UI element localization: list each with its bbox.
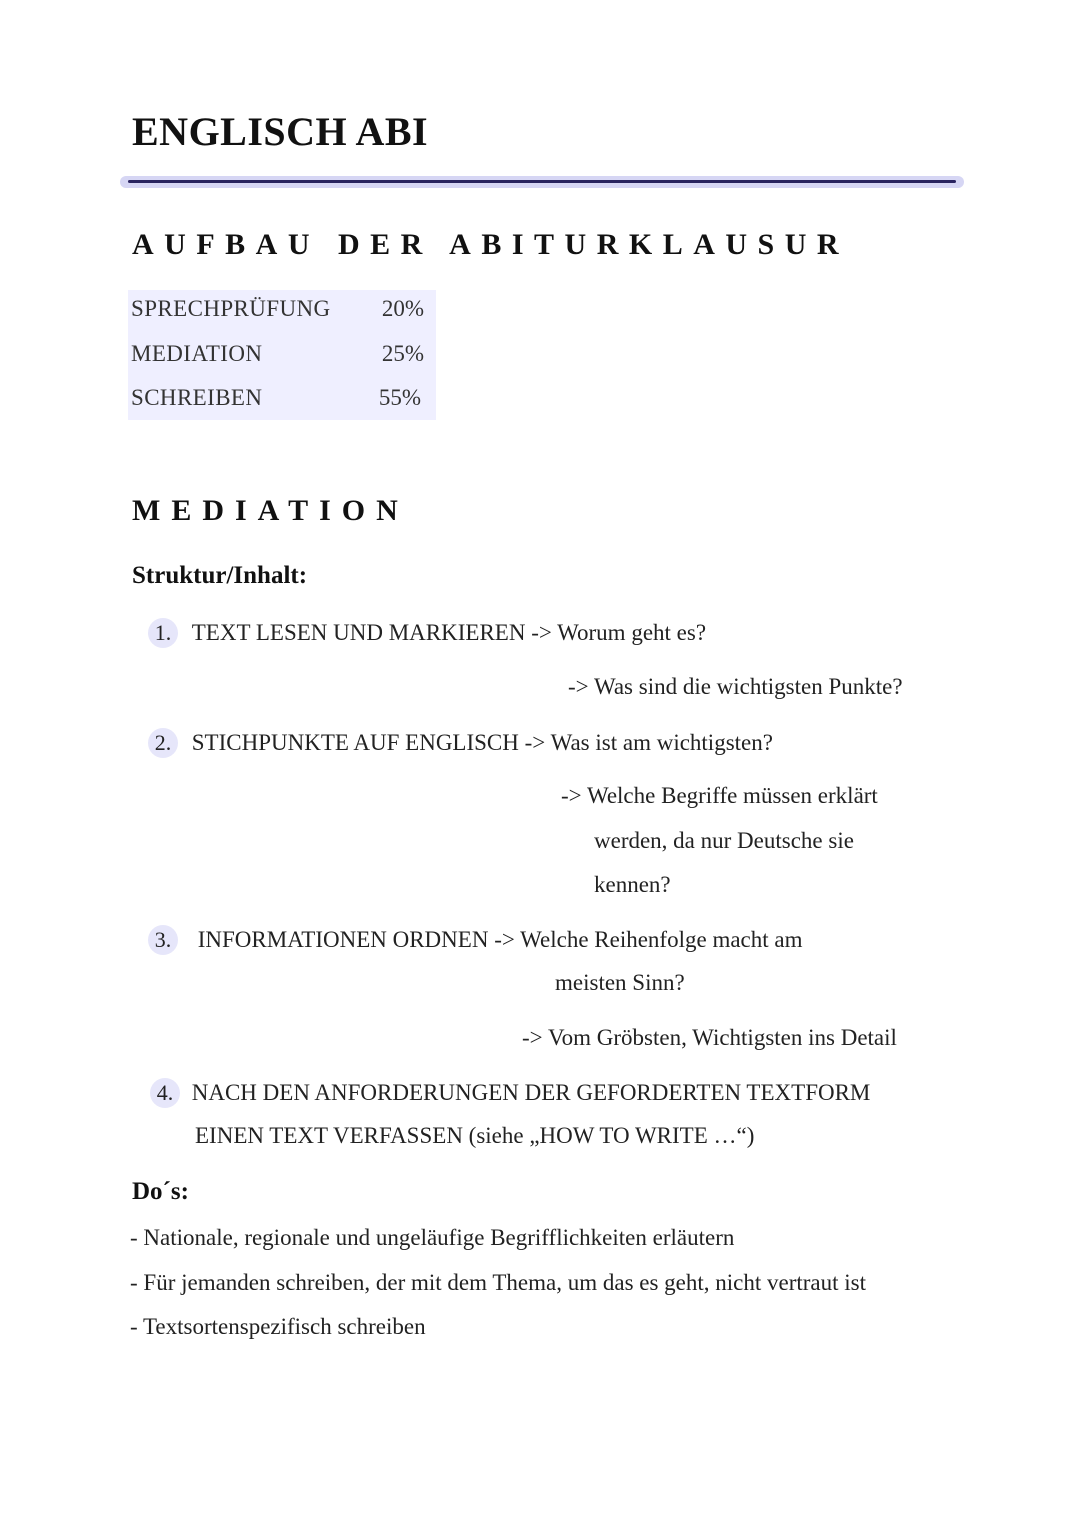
step-note: werden, da nur Deutsche sie	[594, 828, 854, 853]
table-row	[131, 385, 262, 411]
dos-label: Do´s:	[132, 1178, 189, 1205]
step-note: -> Was sind die wichtigsten Punkte?	[568, 674, 903, 699]
table-row	[131, 296, 331, 322]
step-number: 2.	[148, 728, 178, 758]
list-item	[148, 728, 773, 758]
step-text: STICHPUNKTE AUF ENGLISCH -> Was ist am wichtigsten?	[191, 730, 773, 755]
struktur-label: Struktur/Inhalt:	[132, 562, 308, 589]
dos-item: - Nationale, regionale und ungeläufige Begrifflichkeiten erläutern	[130, 1225, 735, 1250]
row-label: SCHREIBEN	[131, 385, 263, 410]
heading-mediation: MEDIATION	[132, 494, 409, 527]
dos-item: - Für jemanden schreiben, der mit dem Thema, um das es geht, nicht vertraut ist	[130, 1270, 867, 1295]
step-note: -> Welche Begriffe müssen erklärt	[561, 783, 878, 808]
step-text: TEXT LESEN UND MARKIEREN -> Worum geht es?	[191, 620, 707, 645]
step-text: NACH DEN ANFORDERUNGEN DER GEFORDERTEN TEXTFORM	[191, 1080, 871, 1105]
step-note: meisten Sinn?	[555, 970, 685, 995]
dos-item: - Textsortenspezifisch schreiben	[130, 1314, 426, 1339]
step-number: 1.	[148, 618, 178, 648]
page-title: ENGLISCH ABI	[132, 109, 429, 154]
weighting-table	[128, 290, 436, 420]
list-item	[148, 618, 706, 648]
row-label: SPRECHPRÜFUNG	[131, 296, 331, 321]
step-note: EINEN TEXT VERFASSEN (siehe „HOW TO WRITE …“)	[195, 1123, 755, 1148]
heading-aufbau: AUFBAU DER ABITURKLAUSUR	[132, 228, 850, 261]
step-number: 3.	[148, 925, 178, 955]
step-text: INFORMATIONEN ORDNEN -> Welche Reihenfolge macht am	[197, 927, 803, 952]
row-label: MEDIATION	[131, 341, 263, 366]
step-note: -> Vom Gröbsten, Wichtigsten ins Detail	[522, 1025, 897, 1050]
list-item	[150, 1078, 870, 1108]
list-item	[148, 925, 803, 955]
row-value: 25%	[381, 341, 424, 366]
row-value: 20%	[381, 296, 424, 321]
title-underline	[120, 176, 964, 188]
step-note: kennen?	[594, 872, 671, 897]
step-number: 4.	[150, 1078, 180, 1108]
table-row	[131, 341, 262, 367]
row-value: 55%	[378, 385, 421, 410]
